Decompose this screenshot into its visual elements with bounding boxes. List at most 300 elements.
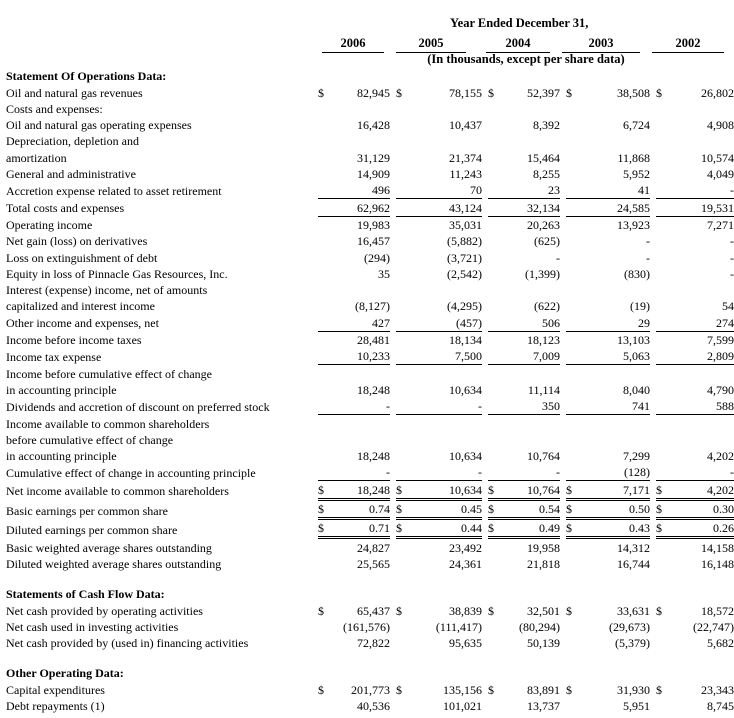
value-cell: 4,202 — [707, 449, 734, 464]
currency-symbol — [318, 348, 332, 365]
currency-symbol: $ — [396, 85, 402, 100]
value-cell: - — [556, 250, 560, 265]
value-cell: (2,542) — [447, 266, 482, 281]
currency-symbol — [318, 382, 332, 398]
value-cell: 101,021 — [443, 698, 482, 713]
currency-symbol — [566, 182, 580, 199]
value-cell: 18,248 — [357, 449, 390, 464]
currency-symbol — [656, 448, 670, 464]
value-cell: (111,417) — [435, 619, 482, 634]
currency-symbol — [396, 556, 410, 572]
currency-symbol — [318, 282, 332, 298]
currency-symbol — [488, 665, 502, 681]
value-cell: - — [646, 234, 650, 249]
currency-symbol — [488, 298, 502, 314]
units-note: (In thousands, except per share data) — [427, 52, 625, 66]
value-cell: 5,951 — [623, 698, 650, 713]
currency-symbol — [396, 331, 410, 348]
currency-symbol — [396, 166, 410, 182]
value-cell: 52,397 — [527, 85, 560, 100]
value-cell — [580, 68, 650, 84]
value-cell: - — [410, 398, 482, 415]
currency-symbol — [656, 199, 670, 216]
value-cell: 41 — [580, 182, 650, 199]
value-cell — [670, 133, 734, 149]
currency-symbol: $ — [656, 481, 670, 499]
value-cell: 29 — [580, 314, 650, 331]
row-label: Interest (expense) income, net of amounts — [6, 283, 208, 298]
currency-symbol: $ — [488, 499, 502, 518]
table-row — [6, 233, 734, 249]
currency-symbol: $ — [488, 85, 494, 100]
currency-symbol — [656, 182, 670, 199]
row-label: Equity in loss of Pinnacle Gas Resources, Inc. — [6, 266, 228, 281]
row-label: Cumulative effect of change in accounting principle — [6, 465, 256, 480]
currency-symbol — [488, 216, 502, 233]
value-cell: 201,773 — [351, 682, 390, 697]
row-label: Income before income taxes — [6, 333, 142, 348]
currency-symbol — [656, 133, 670, 149]
currency-symbol — [566, 117, 580, 133]
row-label: Other income and expenses, net — [6, 316, 159, 331]
currency-symbol — [318, 556, 332, 572]
value-cell: 10,634 — [410, 481, 482, 499]
value-cell: 21,818 — [527, 556, 560, 571]
value-cell: (22,747) — [693, 619, 734, 634]
currency-symbol — [656, 665, 670, 681]
value-cell: 0.44 — [410, 519, 482, 538]
table-row — [6, 432, 734, 448]
currency-symbol — [318, 68, 332, 84]
table-row — [6, 698, 734, 714]
value-cell: - — [646, 250, 650, 265]
section-heading: Statements of Cash Flow Data: — [6, 587, 165, 602]
currency-symbol — [488, 635, 502, 651]
value-cell — [670, 282, 734, 298]
value-cell: 24,585 — [580, 199, 650, 216]
value-cell: 11,868 — [617, 150, 650, 165]
currency-symbol — [656, 698, 670, 714]
currency-symbol — [566, 314, 580, 331]
year-header-2002: 2002 — [652, 36, 724, 53]
row-label: Capital expenditures — [6, 682, 105, 697]
value-cell: 32,134 — [502, 199, 560, 216]
value-cell: 7,599 — [707, 333, 734, 348]
currency-symbol — [318, 365, 332, 382]
currency-symbol — [566, 233, 580, 249]
currency-symbol — [396, 249, 410, 265]
currency-symbol — [318, 432, 332, 448]
value-cell: 78,155 — [449, 85, 482, 100]
value-cell: 8,392 — [533, 118, 560, 133]
value-cell: 24,827 — [357, 540, 390, 555]
value-cell: (625) — [534, 234, 560, 249]
row-label: in accounting principle — [6, 382, 117, 397]
section-heading-row — [6, 586, 734, 602]
value-cell: (622) — [534, 299, 560, 314]
value-cell: 31,930 — [617, 682, 650, 697]
currency-symbol — [488, 619, 502, 635]
value-cell: 8,745 — [707, 698, 734, 713]
table-row — [6, 519, 734, 538]
value-cell: 19,983 — [357, 217, 390, 232]
currency-symbol — [488, 101, 502, 117]
value-cell: (3,721) — [447, 250, 482, 265]
value-cell: 26,802 — [701, 85, 734, 100]
value-cell: 40,536 — [357, 698, 390, 713]
value-cell: 5,063 — [580, 348, 650, 365]
currency-symbol — [488, 538, 502, 556]
row-label: Basic weighted average shares outstanding — [6, 540, 212, 555]
value-cell: 350 — [502, 398, 560, 415]
table-row — [6, 133, 734, 149]
currency-symbol — [656, 348, 670, 365]
value-cell — [670, 415, 734, 432]
value-cell: (161,576) — [343, 619, 390, 634]
currency-symbol — [656, 249, 670, 265]
value-cell: 33,631 — [617, 603, 650, 618]
currency-symbol — [656, 166, 670, 182]
table-row — [6, 266, 734, 282]
currency-symbol — [318, 101, 332, 117]
value-cell: 588 — [670, 398, 734, 415]
currency-symbol — [396, 266, 410, 282]
value-cell: 274 — [670, 314, 734, 331]
value-cell: 496 — [332, 182, 390, 199]
currency-symbol — [488, 282, 502, 298]
row-label: Net cash provided by operating activities — [6, 603, 203, 618]
currency-symbol — [318, 331, 332, 348]
value-cell — [580, 665, 650, 681]
table-row — [6, 635, 734, 651]
currency-symbol — [488, 365, 502, 382]
currency-symbol — [488, 432, 502, 448]
currency-symbol — [318, 117, 332, 133]
currency-symbol — [566, 249, 580, 265]
currency-symbol — [488, 199, 502, 216]
section-heading: Statement Of Operations Data: — [6, 69, 167, 84]
value-cell — [580, 586, 650, 602]
value-cell: 506 — [502, 314, 560, 331]
value-cell — [332, 586, 390, 602]
currency-symbol — [396, 382, 410, 398]
value-cell: - — [730, 266, 734, 281]
value-cell: 7,299 — [623, 449, 650, 464]
currency-symbol: $ — [318, 85, 324, 100]
currency-symbol — [488, 398, 502, 415]
value-cell: 7,500 — [410, 348, 482, 365]
value-cell — [580, 133, 650, 149]
value-cell: 0.71 — [332, 519, 390, 538]
currency-symbol — [656, 298, 670, 314]
value-cell — [580, 432, 650, 448]
value-cell — [580, 415, 650, 432]
currency-symbol — [396, 415, 410, 432]
currency-symbol: $ — [488, 682, 494, 697]
table-row — [6, 282, 734, 298]
currency-symbol — [656, 538, 670, 556]
value-cell: 10,634 — [449, 382, 482, 397]
value-cell: 35,031 — [449, 217, 482, 232]
value-cell: - — [410, 464, 482, 481]
currency-symbol — [488, 698, 502, 714]
value-cell: 35 — [378, 266, 390, 281]
currency-symbol — [396, 448, 410, 464]
value-cell — [670, 432, 734, 448]
value-cell: 0.74 — [332, 499, 390, 518]
value-cell: - — [670, 182, 734, 199]
currency-symbol — [656, 331, 670, 348]
currency-symbol — [318, 233, 332, 249]
currency-symbol — [396, 182, 410, 199]
value-cell: 38,508 — [617, 85, 650, 100]
currency-symbol — [566, 216, 580, 233]
row-label: Accretion expense related to asset retirement — [6, 183, 222, 198]
value-cell: 21,374 — [449, 150, 482, 165]
currency-symbol — [488, 117, 502, 133]
currency-symbol — [396, 665, 410, 681]
currency-symbol: $ — [396, 481, 410, 499]
value-cell: 6,724 — [623, 118, 650, 133]
value-cell: - — [670, 464, 734, 481]
spacer-row — [6, 572, 734, 586]
currency-symbol: $ — [488, 603, 494, 618]
currency-symbol — [318, 635, 332, 651]
currency-symbol: $ — [318, 603, 324, 618]
row-label: Net cash used in investing activities — [6, 619, 179, 634]
table-row — [6, 481, 734, 499]
value-cell — [410, 586, 482, 602]
value-cell — [670, 68, 734, 84]
currency-symbol — [488, 556, 502, 572]
row-label: Operating income — [6, 217, 93, 232]
row-label: Income before cumulative effect of change — [6, 366, 213, 381]
value-cell: 19,531 — [670, 199, 734, 216]
value-cell: 82,945 — [357, 85, 390, 100]
value-cell — [410, 415, 482, 432]
currency-symbol — [656, 586, 670, 602]
row-label: Debt repayments (1) — [6, 698, 105, 713]
value-cell — [410, 665, 482, 681]
table-row — [6, 398, 734, 415]
currency-symbol — [488, 233, 502, 249]
currency-symbol: $ — [656, 682, 662, 697]
table-row — [6, 619, 734, 635]
currency-symbol: $ — [566, 499, 580, 518]
table-row — [6, 149, 734, 165]
year-header-2004: 2004 — [486, 36, 550, 53]
year-header-2005: 2005 — [396, 36, 466, 53]
value-cell — [332, 365, 390, 382]
value-cell: 25,565 — [357, 556, 390, 571]
value-cell: 0.43 — [580, 519, 650, 538]
currency-symbol — [566, 199, 580, 216]
row-label: Loss on extinguishment of debt — [6, 250, 158, 265]
table-row — [6, 556, 734, 572]
currency-symbol — [656, 314, 670, 331]
currency-symbol — [488, 166, 502, 182]
currency-symbol — [396, 68, 410, 84]
value-cell: 18,248 — [357, 382, 390, 397]
table-row — [6, 464, 734, 481]
currency-symbol: $ — [396, 519, 410, 538]
currency-symbol — [488, 382, 502, 398]
value-cell: 0.49 — [502, 519, 560, 538]
value-cell: (457) — [410, 314, 482, 331]
currency-symbol: $ — [656, 85, 662, 100]
value-cell: 23,492 — [449, 540, 482, 555]
value-cell — [502, 586, 560, 602]
row-label: Income tax expense — [6, 349, 102, 364]
currency-symbol — [566, 448, 580, 464]
currency-symbol — [566, 365, 580, 382]
value-cell: 13,103 — [617, 333, 650, 348]
currency-symbol — [396, 314, 410, 331]
currency-symbol — [566, 282, 580, 298]
value-cell: 54 — [722, 299, 734, 314]
value-cell — [502, 415, 560, 432]
table-row — [6, 415, 734, 432]
value-cell: 5,952 — [623, 167, 650, 182]
table-row — [6, 602, 734, 618]
currency-symbol — [318, 619, 332, 635]
table-row — [6, 117, 734, 133]
currency-symbol: $ — [566, 519, 580, 538]
row-label: Total costs and expenses — [6, 201, 125, 216]
currency-symbol — [566, 538, 580, 556]
value-cell: 31,129 — [357, 150, 390, 165]
value-cell: 18,134 — [449, 333, 482, 348]
currency-symbol — [318, 182, 332, 199]
spacer-row — [6, 651, 734, 665]
table-row — [6, 249, 734, 265]
table-row — [6, 348, 734, 365]
row-label: Oil and natural gas operating expenses — [6, 118, 192, 133]
row-label: Income available to common shareholders — [6, 416, 210, 431]
value-cell — [332, 665, 390, 681]
row-label: in accounting principle — [6, 449, 117, 464]
currency-symbol — [488, 266, 502, 282]
value-cell: 18,123 — [527, 333, 560, 348]
year-header-2003: 2003 — [562, 36, 640, 53]
currency-symbol — [318, 586, 332, 602]
currency-symbol — [318, 298, 332, 314]
row-label: Costs and expenses: — [6, 101, 103, 116]
currency-symbol — [318, 314, 332, 331]
table-row — [6, 298, 734, 314]
currency-symbol — [656, 635, 670, 651]
currency-symbol — [396, 149, 410, 165]
table-row — [6, 314, 734, 331]
currency-symbol — [566, 331, 580, 348]
year-header-2006: 2006 — [322, 36, 384, 53]
value-cell: 72,822 — [357, 636, 390, 651]
value-cell: 14,158 — [701, 540, 734, 555]
currency-symbol — [396, 348, 410, 365]
value-cell — [670, 101, 734, 117]
value-cell: 0.30 — [670, 499, 734, 518]
currency-symbol — [396, 133, 410, 149]
currency-symbol: $ — [566, 603, 572, 618]
currency-symbol: $ — [656, 519, 670, 538]
value-cell: (830) — [624, 266, 650, 281]
value-cell: 32,501 — [527, 603, 560, 618]
value-cell: (4,295) — [447, 299, 482, 314]
value-cell: 7,271 — [707, 217, 734, 232]
currency-symbol — [318, 199, 332, 216]
value-cell — [670, 586, 734, 602]
value-cell: 43,124 — [410, 199, 482, 216]
currency-symbol — [566, 149, 580, 165]
row-label: General and administrative — [6, 167, 136, 182]
currency-symbol — [318, 665, 332, 681]
value-cell: 4,790 — [707, 382, 734, 397]
value-cell: (1,399) — [525, 266, 560, 281]
row-label: Net gain (loss) on derivatives — [6, 234, 148, 249]
value-cell: 38,839 — [449, 603, 482, 618]
value-cell: 10,634 — [449, 449, 482, 464]
currency-symbol — [566, 166, 580, 182]
currency-symbol: $ — [396, 499, 410, 518]
currency-symbol — [656, 266, 670, 282]
table-row — [6, 101, 734, 117]
row-label: amortization — [6, 150, 67, 165]
value-cell — [410, 68, 482, 84]
currency-symbol — [656, 398, 670, 415]
value-cell: 10,764 — [502, 481, 560, 499]
table-row — [6, 216, 734, 233]
currency-symbol — [566, 298, 580, 314]
section-heading-row — [6, 68, 734, 84]
value-cell — [332, 282, 390, 298]
currency-symbol — [656, 117, 670, 133]
row-label: Net cash provided by (used in) financing activities — [6, 636, 249, 651]
currency-symbol — [566, 415, 580, 432]
currency-symbol — [488, 68, 502, 84]
value-cell: - — [730, 234, 734, 249]
value-cell — [410, 432, 482, 448]
value-cell: 11,114 — [527, 382, 560, 397]
value-cell — [502, 432, 560, 448]
value-cell: - — [730, 250, 734, 265]
value-cell: 427 — [332, 314, 390, 331]
currency-symbol — [566, 133, 580, 149]
currency-symbol: $ — [318, 499, 332, 518]
currency-symbol — [656, 556, 670, 572]
value-cell: 8,040 — [623, 382, 650, 397]
currency-symbol — [656, 101, 670, 117]
value-cell: 16,744 — [617, 556, 650, 571]
currency-symbol — [488, 448, 502, 464]
value-cell — [410, 365, 482, 382]
value-cell: 16,148 — [701, 556, 734, 571]
currency-symbol — [488, 249, 502, 265]
value-cell: 10,764 — [527, 449, 560, 464]
value-cell: 83,891 — [527, 682, 560, 697]
value-cell: (29,673) — [609, 619, 650, 634]
value-cell — [332, 101, 390, 117]
value-cell: 23,343 — [701, 682, 734, 697]
value-cell: 0.50 — [580, 499, 650, 518]
currency-symbol — [656, 415, 670, 432]
currency-symbol — [488, 464, 502, 481]
table-row — [6, 365, 734, 382]
value-cell: 5,682 — [707, 636, 734, 651]
value-cell — [502, 365, 560, 382]
currency-symbol — [318, 149, 332, 165]
value-cell: 4,908 — [707, 118, 734, 133]
currency-symbol — [566, 432, 580, 448]
